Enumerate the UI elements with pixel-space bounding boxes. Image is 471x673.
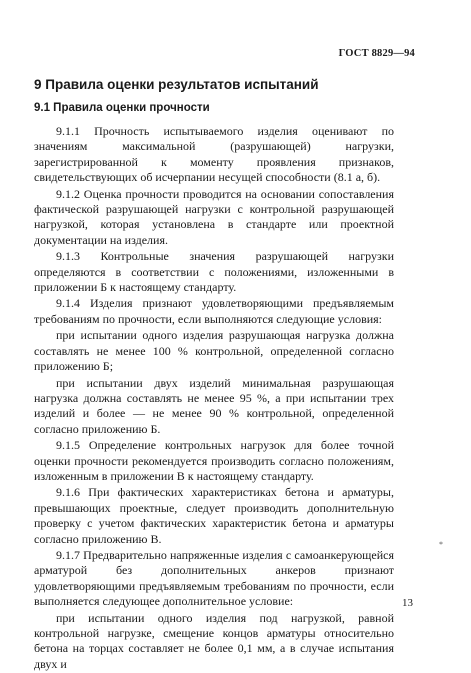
paragraph-condition-displacement: при испытании одного изделия под нагрузкой, равной контрольной нагрузке, смещение концов арматуры относительно бетона на торцах составляет не более 0,1 мм, а в случае испытания двух и [34,610,394,671]
paragraph-9-1-5: 9.1.5 Определение контрольных нагрузок для более точной оценки прочности рекомендуется производить согласно положениям, изложенным в приложении В к настоящему стандарту. [34,438,394,483]
margin-mark: * [439,540,443,549]
section-title: 9 Правила оценки результатов испытаний [34,77,319,92]
paragraph-9-1-3: 9.1.3 Контрольные значения разрушающей нагрузки определяются в соответствии с положениями, изложенными в приложении Б к настоящему стандарту. [34,249,394,295]
paragraph-9-1-1: 9.1.1 Прочность испытываемого изделия оценивают по значениям максимальной (разрушающей) нагрузки, зарегистрированной к моменту проявления признаков, свидетельствующих об исчерпании несущей способности (8.1 а, б). [34,124,394,185]
document-code-header: ГОСТ 8829—94 [338,48,415,59]
paragraph-9-1-7: 9.1.7 Предварительно напряженные изделия с самоанкерующейся арматурой без дополнительных анкеров признают удовлетворяющими предъявляемым требованиям по прочности, если выполняется следующее дополнительное условие: [34,547,394,609]
paragraph-9-1-2: 9.1.2 Оценка прочности проводится на основании сопоставления фактической разрушающей нагрузки с контрольной разрушающей нагрузкой, которая установлена в стандарте или проектной документации на изделия. [34,186,394,247]
paragraph-9-1-6: 9.1.6 При фактических характеристиках бетона и арматуры, превышающих проектные, следует производить дополнительную проверку с учетом фактических характеристик бетона и арматуры согласно приложению В. [34,485,394,546]
body-text [34,124,394,673]
paragraph-9-1-4: 9.1.4 Изделия признают удовлетворяющими предъявляемым требованиям по прочности, если выполняются следующие условия: [34,296,394,326]
paragraph-condition-two: при испытании двух изделий минимальная разрушающая нагрузка должна составлять не менее 95 %, а при испытании трех изделий и более — не менее 90 % контрольной, определенной согласно приложению Б. [34,375,394,436]
subsection-title: 9.1 Правила оценки прочности [34,102,210,114]
page-number: 13 [402,597,413,609]
paragraph-condition-one: при испытании одного изделия разрушающая нагрузка должна составлять не менее 100 % контрольной, определенной согласно приложению Б; [34,328,394,374]
